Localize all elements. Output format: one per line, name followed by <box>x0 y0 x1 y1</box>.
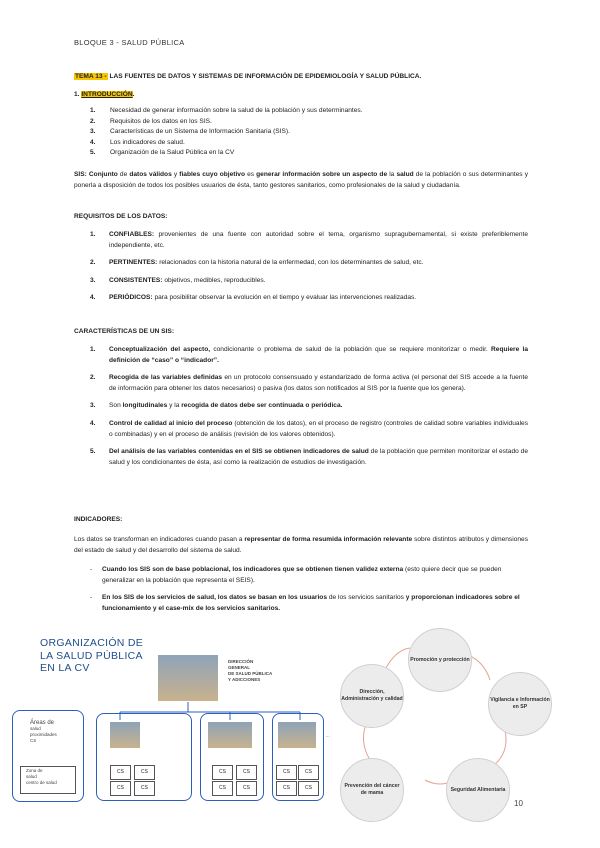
intro-heading: 1. INTRODUCCIÓN. <box>74 91 135 98</box>
list-item: 2. PERTINENTES: relacionados con la historia natural de la enfermedad, con los determinantes de salud, etc. <box>90 259 424 267</box>
page-number: 10 <box>514 799 523 808</box>
list-item: 3. CONSISTENTES: objetivos, medibles, reproducibles. <box>90 276 266 284</box>
intro-heading-text: INTRODUCCIÓN <box>81 91 133 98</box>
direccion-label: DIRECCIÓN GENERAL DE SALUD PÚBLICA Y ADICCIONES <box>228 659 273 682</box>
list-item: 2. Recogida de las variables definidas en un protocolo consensuado y estandarizado de forma activa (el personal del SIS accede a la fuente de información para obtener los datos necesarios) o pasiva (los datos son notificados al SIS por la fuente que los genera). <box>90 374 528 392</box>
cs-cell: CS <box>298 765 319 780</box>
list-item: 5. Organización de la Salud Pública en la CV <box>90 149 235 156</box>
indicadores-list <box>74 565 528 621</box>
list-item: 4. Control de calidad al inicio del proceso (obtención de los datos), en el proceso de registro (controles de calidad sobre variables individuales o combinadas) y en el proceso de análisis (revisión de los valores obtenidos). <box>90 419 528 438</box>
building-photo <box>278 722 316 748</box>
indicadores-heading: INDICADORES: <box>74 516 123 523</box>
list-item: - En los SIS de los servicios de salud, los datos se basan en los usuarios de los servicios sanitarios y proporcionan indicadores sobre el funcionamiento y el case-mix de los servicios sanitarios. <box>90 594 520 612</box>
cs-cell: CS <box>110 781 131 796</box>
zona-label: Zona de salud centro de salud <box>26 768 57 785</box>
cycle-node-prevencion: Prevención del cáncer de mama <box>340 758 404 822</box>
list-item: 1. Necesidad de generar información sobre la salud de la población y sus determinantes. <box>90 107 363 114</box>
topic-title <box>74 73 421 80</box>
cs-cell: CS <box>212 765 233 780</box>
cs-cell: CS <box>298 781 319 796</box>
page-header: BLOQUE 3 - SALUD PÚBLICA <box>74 38 185 47</box>
building-photo <box>208 722 252 748</box>
cs-cell: CS <box>110 765 131 780</box>
cs-cell: CS <box>134 765 155 780</box>
list-item: 3. Son longitudinales y la recogida de datos debe ser continuada o periódica. <box>90 402 343 410</box>
topic-text: LAS FUENTES DE DATOS Y SISTEMAS DE INFORMACIÓN DE EPIDEMIOLOGÍA Y SALUD PÚBLICA. <box>109 73 422 80</box>
cycle-node-direccion: Dirección, Administración y calidad <box>340 664 404 728</box>
cs-cell: CS <box>236 781 257 796</box>
intro-list <box>90 106 363 159</box>
cycle-node-seguridad: Seguridad Alimentaria <box>446 758 510 822</box>
diagram-title: ORGANIZACIÓN DE LA SALUD PÚBLICA EN LA CV <box>40 637 144 674</box>
building-photo <box>110 722 140 748</box>
list-item: 2. Requisitos de los datos en los SIS. <box>90 117 212 125</box>
list-item: - Cuando los SIS son de base poblacional, los indicadores que se obtienen tienen validez externa (esto quiere decir que se pueden generalizar en la población que representa el SEIS). <box>90 566 502 584</box>
cycle-node-promocion: Promoción y protección <box>408 628 472 692</box>
caracteristicas-list <box>90 345 528 475</box>
list-item: 1. Conceptualización del aspecto, condicionante o problema de salud de la población que se requiere monitorizar o medir. Requiere la definición de “caso” o “indicador”. <box>90 346 528 364</box>
list-item: 3. Características de un Sistema de Información Sanitaria (SIS). <box>90 128 290 135</box>
list-item: 5. Del análisis de las variables contenidas en el SIS se obtienen indicadores de salud de la población que permiten monitorizar el estado de salud y los condicionantes de ésta, así como la realización de estudios de investigación. <box>90 448 528 466</box>
cs-cell: CS <box>276 781 297 796</box>
cs-cell: CS <box>212 781 233 796</box>
cycle-node-vigilancia: Vigilancia e Información en SP <box>488 672 552 736</box>
more-departments: ... <box>326 733 330 738</box>
caracteristicas-heading: CARACTERÍSTICAS DE UN SIS: <box>74 328 175 335</box>
list-item: 1. CONFIABLES: provenientes de una fuente con autoridad sobre el tema, organismo supragubernamental, si existe preferiblemente independiente, etc. <box>90 231 528 249</box>
topic-number: TEMA 13 - <box>75 73 107 80</box>
cs-cell: CS <box>276 765 297 780</box>
intro-number: 1. <box>74 91 80 98</box>
cs-cell: CS <box>236 765 257 780</box>
indicadores-paragraph: Los datos se transforman en indicadores cuando pasan a representar de forma resumida información relevante sobre distintos atributos y dimensiones del estado de salud y del desarrollo del sistema de salud. <box>74 536 528 554</box>
cs-cell: CS <box>134 781 155 796</box>
sis-definition: SIS: Conjunto de datos válidos y fiables cuyo objetivo es generar información sobre un aspecto de la salud de la población o sus determinantes y ponerla a disposición de todos los posibles usuarios de ésta, tanto gestores sanitarios, como profesionales de la salud y ciudadanía. <box>74 171 528 189</box>
areas-label: Áreas de salud proximidades CS <box>30 720 57 743</box>
requisitos-list <box>90 230 528 311</box>
list-item: 4. Los indicadores de salud. <box>90 138 185 146</box>
list-item: 4. PERIÓDICOS: para posibilitar observar la evolución en el tiempo y evaluar las intervenciones realizadas. <box>90 294 417 302</box>
requisitos-heading: REQUISITOS DE LOS DATOS: <box>74 213 168 220</box>
